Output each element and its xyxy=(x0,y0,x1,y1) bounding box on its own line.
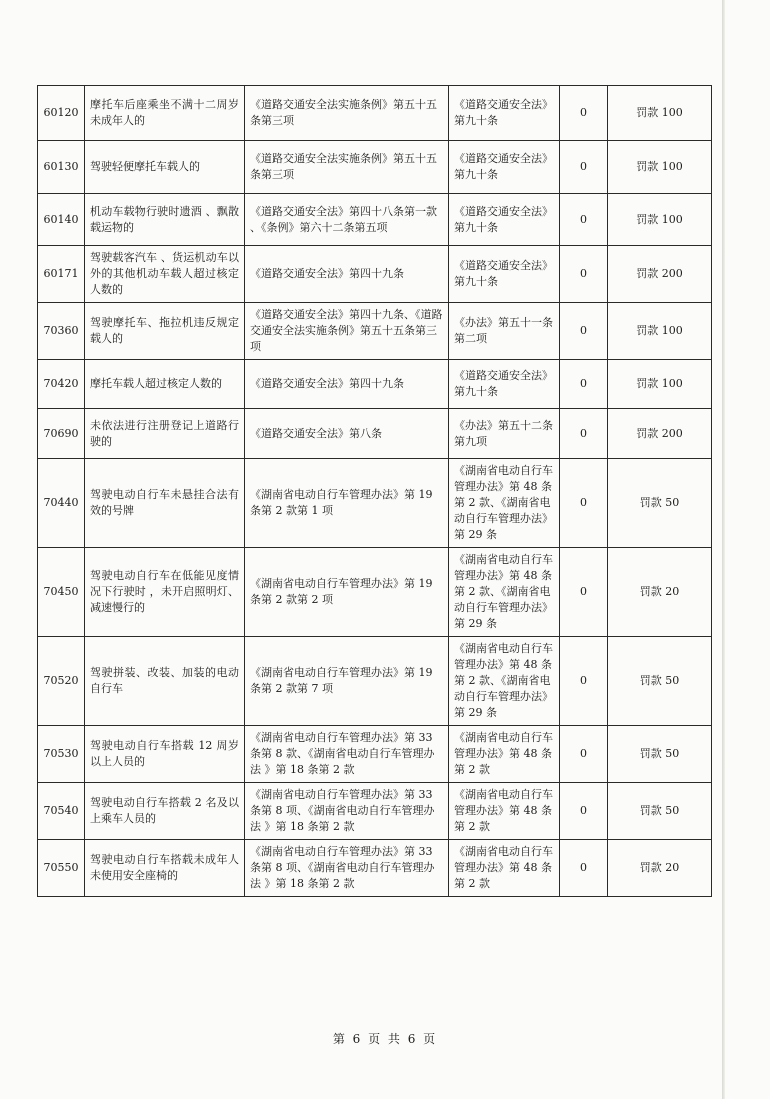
table-row xyxy=(38,141,712,194)
violation-description: 摩托车后座乘坐不满十二周岁未成年人的 xyxy=(85,86,245,141)
legal-basis: 《湖南省电动自行车管理办法》第 33 条第 8 款、《湖南省电动自行车管理办法 》第 18 条第 2 款 xyxy=(245,726,449,783)
violation-description: 驾驶轻便摩托车载人的 xyxy=(85,141,245,194)
table-row xyxy=(38,840,712,897)
penalty-basis: 《办法》第五十二条第九项 xyxy=(449,409,560,459)
table-row xyxy=(38,726,712,783)
violation-code: 60130 xyxy=(38,141,85,194)
legal-basis: 《道路交通安全法》第四十八条第一款 、《条例》第六十二条第五项 xyxy=(245,194,449,246)
penalty-basis: 《道路交通安全法》第九十条 xyxy=(449,360,560,409)
legal-basis: 《湖南省电动自行车管理办法》第 33 条第 8 项、《湖南省电动自行车管理办法 》第 18 条第 2 款 xyxy=(245,840,449,897)
violation-code: 70420 xyxy=(38,360,85,409)
demerit-points: 0 xyxy=(560,194,608,246)
legal-basis: 《湖南省电动自行车管理办法》第 33 条第 8 项、《湖南省电动自行车管理办法 》第 18 条第 2 款 xyxy=(245,783,449,840)
demerit-points: 0 xyxy=(560,303,608,360)
violation-code: 70450 xyxy=(38,548,85,637)
table-row xyxy=(38,409,712,459)
fine-amount: 罚款 50 xyxy=(608,783,712,840)
violation-code: 70550 xyxy=(38,840,85,897)
legal-basis: 《湖南省电动自行车管理办法》第 19 条第 2 款第 1 项 xyxy=(245,459,449,548)
legal-basis: 《道路交通安全法实施条例》第五十五条第三项 xyxy=(245,141,449,194)
demerit-points: 0 xyxy=(560,637,608,726)
legal-basis: 《道路交通安全法实施条例》第五十五条第三项 xyxy=(245,86,449,141)
violation-description: 驾驶电动自行车未悬挂合法有效的号牌 xyxy=(85,459,245,548)
demerit-points: 0 xyxy=(560,840,608,897)
penalty-basis: 《道路交通安全法》第九十条 xyxy=(449,86,560,141)
demerit-points: 0 xyxy=(560,86,608,141)
table-row xyxy=(38,86,712,141)
table-row xyxy=(38,459,712,548)
demerit-points: 0 xyxy=(560,246,608,303)
violation-description: 机动车载物行驶时遗酒 、飘散载运物的 xyxy=(85,194,245,246)
penalty-basis: 《道路交通安全法》第九十条 xyxy=(449,141,560,194)
violation-code: 70530 xyxy=(38,726,85,783)
page-number: 第 6 页 共 6 页 xyxy=(332,1032,438,1046)
penalty-basis: 《湖南省电动自行车管理办法》第 48 条第 2 款 xyxy=(449,783,560,840)
table-row xyxy=(38,783,712,840)
violation-code: 70440 xyxy=(38,459,85,548)
violation-code: 60171 xyxy=(38,246,85,303)
violation-description: 驾驶载客汽车 、货运机动车以外的其他机动车载人超过核定人数的 xyxy=(85,246,245,303)
page-binding-edge xyxy=(722,0,725,1099)
demerit-points: 0 xyxy=(560,726,608,783)
fine-amount: 罚款 100 xyxy=(608,303,712,360)
violation-code: 70360 xyxy=(38,303,85,360)
demerit-points: 0 xyxy=(560,548,608,637)
table-row xyxy=(38,637,712,726)
fine-amount: 罚款 200 xyxy=(608,246,712,303)
legal-basis: 《湖南省电动自行车管理办法》第 19 条第 2 款第 2 项 xyxy=(245,548,449,637)
violation-description: 驾驶电动自行车在低能见度情况下行驶时 ，未开启照明灯、 减速慢行的 xyxy=(85,548,245,637)
penalty-basis: 《湖南省电动自行车管理办法》第 48 条第 2 款 xyxy=(449,726,560,783)
violation-table xyxy=(37,85,712,897)
violation-description: 驾驶电动自行车搭载未成年人未使用安全座椅的 xyxy=(85,840,245,897)
violation-description: 摩托车载人超过核定人数的 xyxy=(85,360,245,409)
fine-amount: 罚款 100 xyxy=(608,360,712,409)
fine-amount: 罚款 100 xyxy=(608,86,712,141)
legal-basis: 《道路交通安全法》第四十九条 xyxy=(245,360,449,409)
fine-amount: 罚款 20 xyxy=(608,840,712,897)
violation-description: 未依法进行注册登记上道路行驶的 xyxy=(85,409,245,459)
penalty-basis: 《道路交通安全法》第九十条 xyxy=(449,246,560,303)
violation-description: 驾驶摩托车、拖拉机违反规定载人的 xyxy=(85,303,245,360)
demerit-points: 0 xyxy=(560,360,608,409)
violation-code: 70690 xyxy=(38,409,85,459)
demerit-points: 0 xyxy=(560,783,608,840)
fine-amount: 罚款 50 xyxy=(608,459,712,548)
penalty-basis: 《湖南省电动自行车管理办法》第 48 条第 2 款、《湖南省电动自行车管理办法》第 29 条 xyxy=(449,459,560,548)
violation-code: 60120 xyxy=(38,86,85,141)
demerit-points: 0 xyxy=(560,459,608,548)
legal-basis: 《湖南省电动自行车管理办法》第 19 条第 2 款第 7 项 xyxy=(245,637,449,726)
table-row xyxy=(38,548,712,637)
demerit-points: 0 xyxy=(560,141,608,194)
table-row xyxy=(38,194,712,246)
fine-amount: 罚款 50 xyxy=(608,726,712,783)
table-row xyxy=(38,360,712,409)
violation-code: 70540 xyxy=(38,783,85,840)
fine-amount: 罚款 100 xyxy=(608,141,712,194)
demerit-points: 0 xyxy=(560,409,608,459)
penalty-basis: 《湖南省电动自行车管理办法》第 48 条第 2 款、《湖南省电动自行车管理办法》第 29 条 xyxy=(449,548,560,637)
fine-amount: 罚款 50 xyxy=(608,637,712,726)
violation-table-body xyxy=(38,86,712,897)
table-row xyxy=(38,303,712,360)
violation-description: 驾驶拼装、改装、加装的电动自行车 xyxy=(85,637,245,726)
violation-description: 驾驶电动自行车搭载 12 周岁以上人员的 xyxy=(85,726,245,783)
violation-code: 60140 xyxy=(38,194,85,246)
penalty-basis: 《湖南省电动自行车管理办法》第 48 条第 2 款、《湖南省电动自行车管理办法》第 29 条 xyxy=(449,637,560,726)
fine-amount: 罚款 100 xyxy=(608,194,712,246)
legal-basis: 《道路交通安全法》第八条 xyxy=(245,409,449,459)
penalty-basis: 《道路交通安全法》第九十条 xyxy=(449,194,560,246)
penalty-basis: 《湖南省电动自行车管理办法》第 48 条第 2 款 xyxy=(449,840,560,897)
fine-amount: 罚款 20 xyxy=(608,548,712,637)
penalty-basis: 《办法》第五十一条第二项 xyxy=(449,303,560,360)
violation-code: 70520 xyxy=(38,637,85,726)
violation-description: 驾驶电动自行车搭载 2 名及以上乘车人员的 xyxy=(85,783,245,840)
table-row xyxy=(38,246,712,303)
legal-basis: 《道路交通安全法》第四十九条、《道路交通安全法实施条例》第五十五条第三项 xyxy=(245,303,449,360)
fine-amount: 罚款 200 xyxy=(608,409,712,459)
legal-basis: 《道路交通安全法》第四十九条 xyxy=(245,246,449,303)
